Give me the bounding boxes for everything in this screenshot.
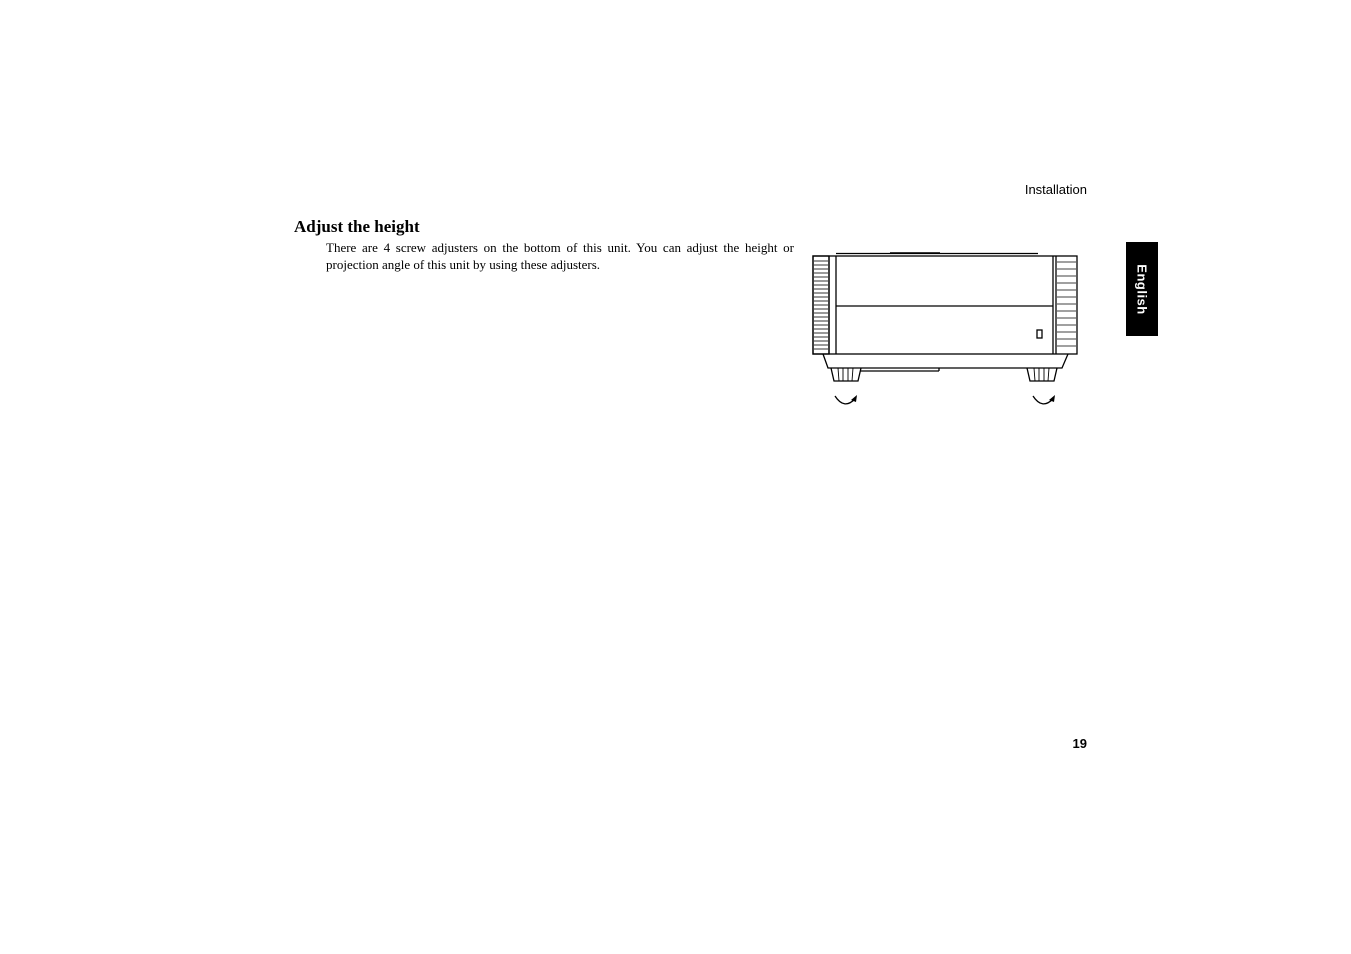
body-paragraph: There are 4 screw adjusters on the bottom of this unit. You can adjust the height or projection angle of this unit by using these adjusters. bbox=[326, 240, 794, 272]
running-header: Installation bbox=[1024, 182, 1087, 197]
language-tab bbox=[1126, 242, 1158, 336]
section-title: Adjust the height bbox=[294, 217, 420, 236]
language-tab-label: English bbox=[1134, 263, 1150, 315]
page-number: 19 bbox=[1072, 736, 1087, 751]
projector-height-adjusters-icon bbox=[810, 250, 1080, 414]
